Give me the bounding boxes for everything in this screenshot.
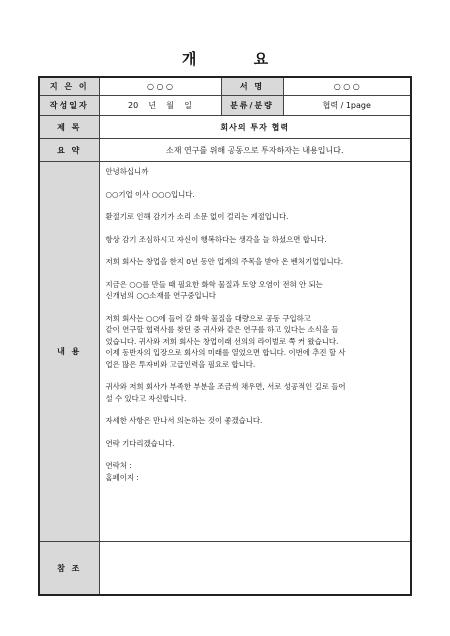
proposal-line-3: 었습니다. 귀사와 저희 회사는 창업이래 선의의 라이벌로 쭉 커 왔습니다. [105,336,339,346]
intro-text: ○○기업 이사 ○○○입니다. [105,189,195,199]
closing-text: 연락 기다리겠습니다. [105,438,175,448]
contact-text: 연락처 : [105,461,132,470]
meeting-text: 자세한 사항은 만나서 의논하는 것이 좋겠습니다. [105,416,263,425]
document-title: 개 요 [181,50,295,68]
greeting-text: 안녕하십니까 [105,167,149,176]
cooperation-line-2: 설 수 있다고 자신합니다. [105,393,187,403]
category-value: 협력 / 1page [283,96,411,116]
season-text: 환절기로 인해 감기가 소리 소문 없이 걸리는 계절입니다. [105,212,289,221]
date-value: 20 년 월 일 [99,96,221,116]
proposal-line-4: 이제 동반자의 입장으로 회사의 미래를 열었으면 합니다. 이번에 추진 할 사 [105,348,346,357]
cooperation-line-1: 귀사와 저희 회사가 부족한 부분을 조금씩 채우면, 서로 성공적인 길로 들어 [105,382,346,391]
proposal-line-5: 업은 많은 투자비와 고급인력을 필요로 합니다. [105,359,256,369]
reference-label: 참 조 [39,542,99,596]
company-text: 저희 회사는 창업을 한지 0년 동안 업계의 주목을 받아 온 벤처기업입니다. [105,257,344,266]
summary-value: 소재 연구를 위해 공동으로 투자하자는 내용입니다. [99,139,411,162]
signature-label: 서 명 [221,77,283,96]
proposal-line-2: 같이 연구할 협력사를 찾던 중 귀사와 같은 연구를 하고 있다는 소식을 들 [105,325,339,334]
author-label: 지 은 이 [39,77,99,96]
reference-value [99,542,411,596]
content-label: 내 용 [39,162,99,542]
research-line-2: 신개념의 ○○소재를 연구중입니다 [105,291,216,300]
summary-label: 요 약 [39,139,99,162]
wish-text: 항상 감기 조심하시고 자신이 행복하다는 생각을 늘 하셨으면 합니다. [105,234,327,244]
date-label: 작성일자 [39,96,99,116]
author-value: ○ ○ ○ [99,77,221,96]
subject-value: 회사의 투자 협력 [99,116,411,139]
summary-form [38,76,412,596]
research-line-1: 지금은 ○○를 만들 때 필요한 화학 물질과 토양 오염이 전혀 안 되는 [105,279,323,289]
signature-value: ○ ○ ○ [283,77,411,96]
subject-label: 제 목 [39,116,99,139]
content-body [99,162,411,542]
homepage-text: 홈페이지 : [105,472,139,482]
category-label: 분류/분량 [221,96,283,116]
proposal-line-1: 저희 회사는 ○○에 들어 갈 화학 물질을 대량으로 공동 구입하고 [105,313,311,323]
